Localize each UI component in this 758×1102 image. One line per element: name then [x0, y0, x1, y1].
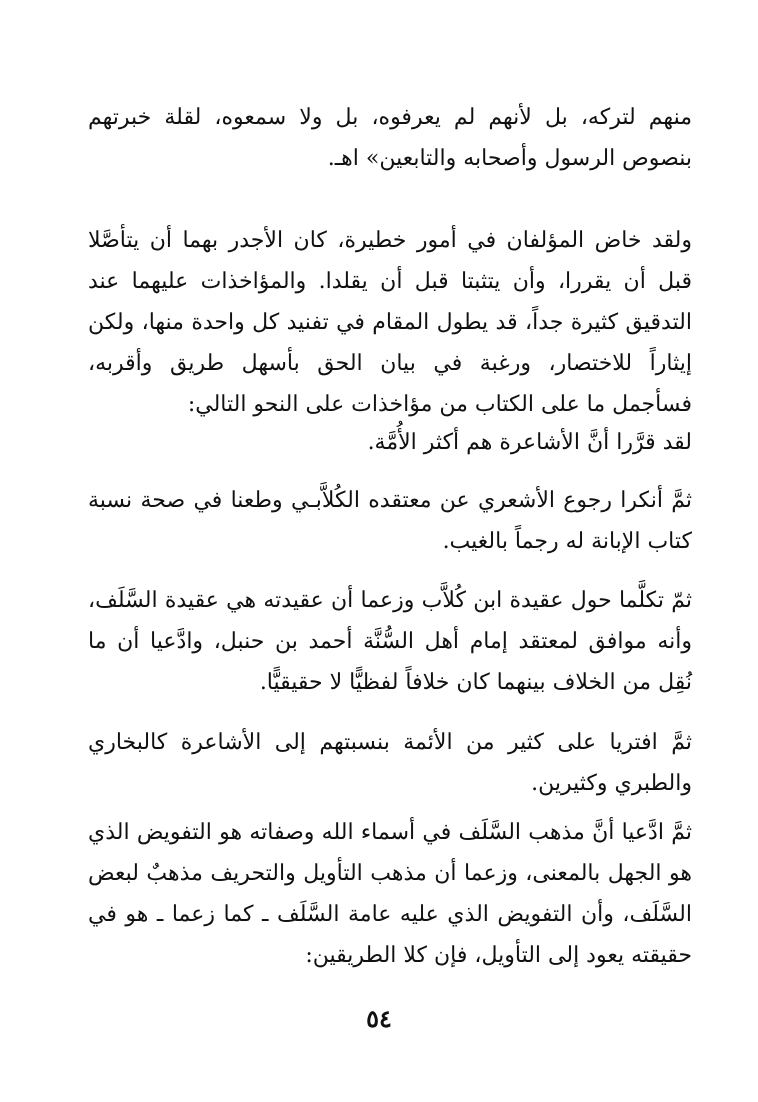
- paragraph-continuation: منهم لتركه، بل لأنهم لم يعرفوه، بل ولا سمعوه، لقلة خبرتهم بنصوص الرسول وأصحابه والتابعين» اهـ.: [88, 105, 692, 171]
- paragraph-point-3: ثمّ تكلَّما حول عقيدة ابن كُلاَّب وزعما أن عقيدته هي عقيدة السَّلَف، وأنه موافق لمعتقد إمام أهل السُّنَّة أحمد بن حنبل، وادَّعيا أن ما نُقِل من الخلاف بينهما كان خلافاً لفظيًّا لا حقيقيًّا.: [88, 588, 692, 695]
- paragraph-point-2: ثمَّ أنكرا رجوع الأشعري عن معتقده الكُلاَّبـي وطعنا في صحة نسبة كتاب الإبانة له رجماً بالغيب.: [88, 488, 692, 554]
- paragraph-point-5: ثمَّ ادَّعيا أنَّ مذهب السَّلَف في أسماء الله وصفاته هو التفويض الذي هو الجهل بالمعنى، وزعما أن مذهب التأويل والتحريف مذهبٌ لبعض السَّلَف، وأن التفويض الذي عليه عامة السَّلَف ـ كما زعما ـ هو في حقيقته يعود إلى التأويل، فإن كلا الطريقين:: [88, 820, 692, 968]
- paragraph-point-1: لقد قرَّرا أنَّ الأشاعرة هم أكثر الأُمَّة.: [367, 430, 692, 455]
- paragraph-intro: ولقد خاض المؤلفان في أمور خطيرة، كان الأجدر بهما أن يتأصَّلا قبل أن يقررا، وأن يتثبتا قبل أن يقلدا. والمؤاخذات عليهما عند التدقيق كثيرة جداً، قد يطول المقام في تفنيد كل واحدة منها، ولكن إيثاراً للاختصار، ورغبة في بيان الحق بأسهل طريق وأقربه، فسأجمل ما على الكتاب من مؤاخذات على النحو التالي:: [88, 228, 692, 417]
- paragraph-point-4: ثمَّ افتريا على كثير من الأئمة بنسبتهم إلى الأشاعرة كالبخاري والطبري وكثيرين.: [88, 730, 692, 796]
- page-number: ٥٤: [366, 1004, 392, 1033]
